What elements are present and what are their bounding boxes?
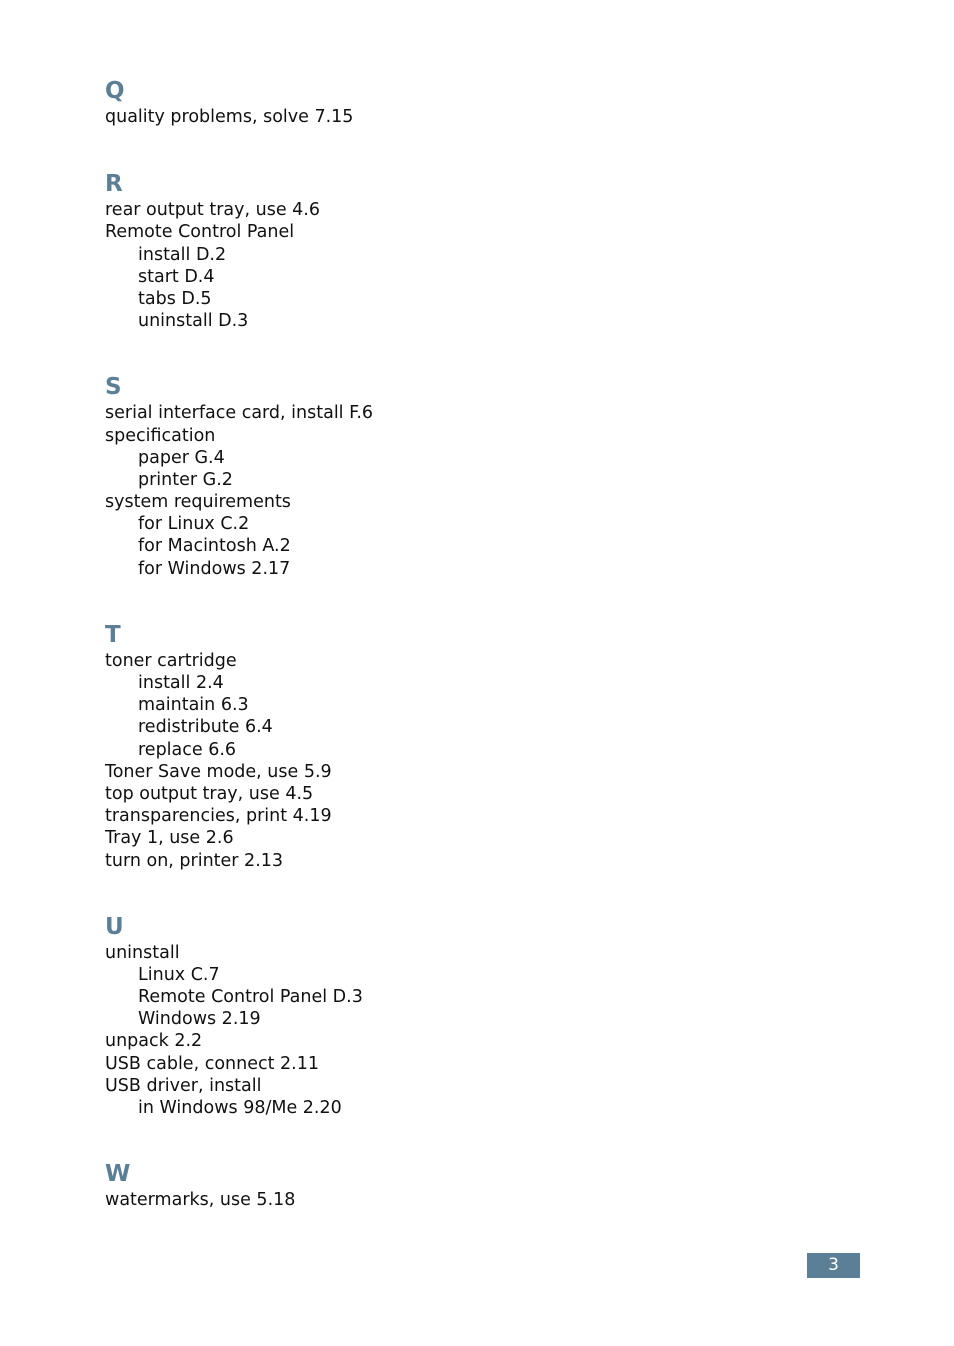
index-entry: USB driver, install [105,1075,262,1096]
index-entry: top output tray, use 4.5 [105,783,314,804]
index-subentry: for Linux C.2 [138,514,250,535]
index-section-u [105,914,805,1120]
index-entry: USB cable, connect 2.11 [105,1053,319,1074]
section-letter: Q [105,78,125,104]
index-entry: uninstall [105,942,180,963]
index-entry: system requirements [105,492,291,513]
section-letter: T [105,621,121,648]
index-section-q [105,78,805,128]
section-letter: S [105,374,122,401]
index-entry: turn on, printer 2.13 [105,850,284,871]
index-entry: watermarks, use 5.18 [105,1190,296,1211]
index-entry: rear output tray, use 4.6 [105,200,320,221]
index-subentry: Remote Control Panel D.3 [138,987,363,1008]
index-entry: unpack 2.2 [105,1031,203,1052]
index-subentry: uninstall D.3 [138,311,249,332]
index-entry: Tray 1, use 2.6 [105,828,234,849]
index-entry: serial interface card, install F.6 [105,403,374,424]
index-section-r [105,171,805,332]
index-entry: toner cartridge [105,650,237,671]
section-letter: U [105,913,124,940]
index-subentry: tabs D.5 [138,288,212,309]
index-subentry: replace 6.6 [138,739,237,760]
index-entry: Toner Save mode, use 5.9 [105,761,332,782]
section-letter: W [105,1161,131,1188]
index-subentry: redistribute 6.4 [138,717,273,738]
index-section-w [105,1161,805,1211]
index-subentry: printer G.2 [138,469,233,490]
index-list [105,78,805,1211]
index-section-t [105,622,805,872]
index-entry: transparencies, print 4.19 [105,806,332,827]
page-number: 3 [807,1253,860,1278]
index-section-s [105,374,805,580]
index-entry: Remote Control Panel [105,222,295,243]
index-subentry: in Windows 98/Me 2.20 [138,1098,342,1118]
index-subentry: paper G.4 [138,447,225,468]
index-subentry: for Windows 2.17 [138,558,291,579]
index-subentry: start D.4 [138,266,215,287]
index-subentry: Windows 2.19 [138,1009,261,1030]
index-subentry: install D.2 [138,244,227,265]
index-subentry: for Macintosh A.2 [138,536,291,557]
section-letter: R [105,171,123,198]
index-subentry: install 2.4 [138,673,224,693]
index-entry: quality problems, solve 7.15 [105,107,354,127]
index-subentry: Linux C.7 [138,964,220,985]
index-entry: specification [105,425,216,446]
index-subentry: maintain 6.3 [138,695,249,716]
